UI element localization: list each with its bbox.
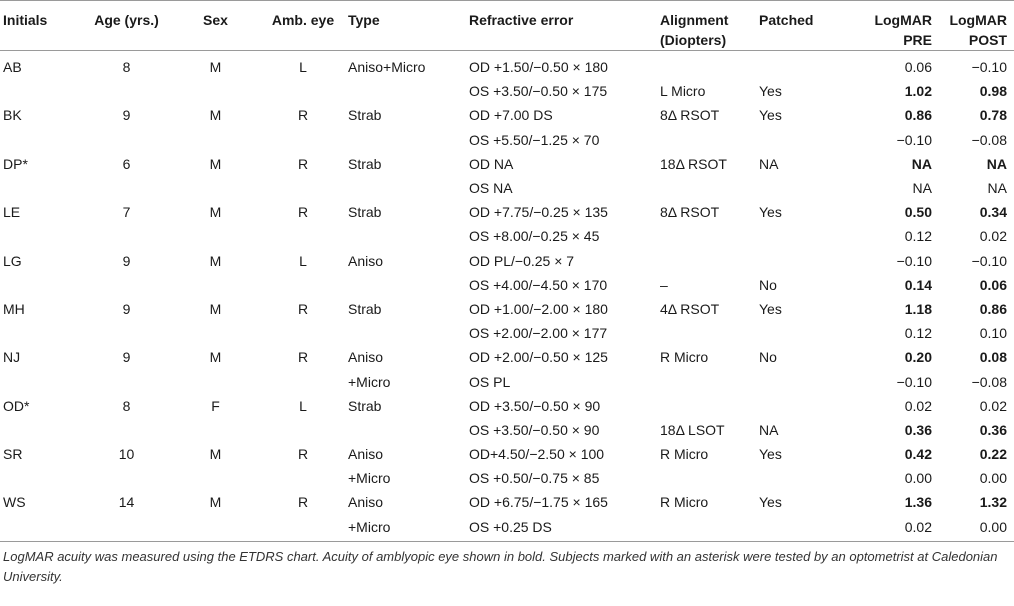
table-row [0, 297, 1014, 321]
header-post-line2: POST [968, 32, 1007, 48]
cell-type: Strab [348, 204, 382, 221]
cell-alignment [660, 176, 759, 200]
cell-patched [759, 466, 844, 490]
cell-age [80, 466, 173, 490]
cell-sex: M [209, 446, 222, 463]
cell-logmar-pre: 0.50 [904, 204, 932, 221]
cell-initials: OD* [3, 397, 30, 414]
header-post-line1: LogMAR [949, 12, 1007, 28]
cell-alignment [660, 51, 759, 80]
cell-refractive-error: OD NA [469, 155, 514, 172]
cell-logmar-post: 0.02 [979, 228, 1007, 245]
table-row [0, 224, 1014, 248]
cell-alignment: R Micro [660, 494, 709, 511]
cell-logmar-pre: NA [912, 180, 932, 197]
table-row [0, 152, 1014, 176]
table-row [0, 79, 1014, 103]
cell-logmar-post: 0.98 [979, 83, 1007, 100]
cell-age [80, 224, 173, 248]
cell-logmar-post: 0.08 [979, 349, 1007, 366]
cell-alignment: 18Δ LSOT [660, 421, 725, 438]
cell-sex: F [211, 397, 220, 414]
cell-sex [173, 466, 258, 490]
cell-patched [759, 249, 844, 273]
cell-age [80, 321, 173, 345]
table-row [0, 51, 1014, 80]
cell-patched [759, 321, 844, 345]
cell-refractive-error: OS +3.50/−0.50 × 90 [469, 421, 600, 438]
cell-logmar-post: −0.08 [971, 373, 1007, 390]
cell-type [348, 128, 469, 152]
cell-refractive-error: OS +8.00/−0.25 × 45 [469, 228, 600, 245]
table-row [0, 515, 1014, 542]
cell-type: Aniso+Micro [348, 59, 426, 76]
header-alignment [660, 1, 759, 51]
cell-sex: M [209, 252, 222, 269]
cell-sex [173, 79, 258, 103]
cell-amb-eye [258, 79, 348, 103]
cell-logmar-post: 0.22 [979, 446, 1007, 463]
table-row [0, 200, 1014, 224]
cell-alignment [660, 224, 759, 248]
cell-age [80, 128, 173, 152]
cell-initials [0, 466, 80, 490]
cell-alignment: 8Δ RSOT [660, 204, 720, 221]
cell-sex [173, 369, 258, 393]
cell-age [80, 273, 173, 297]
cell-age [80, 418, 173, 442]
cell-sex: M [209, 204, 222, 221]
cell-alignment: 8Δ RSOT [660, 107, 720, 124]
cell-sex: M [209, 349, 222, 366]
cell-refractive-error: OD +2.00/−0.50 × 125 [469, 349, 608, 366]
cell-sex: M [209, 107, 222, 124]
cell-logmar-pre: 0.86 [904, 107, 932, 124]
cell-logmar-post: 1.32 [979, 494, 1007, 511]
cell-amb-eye: R [297, 446, 309, 463]
cell-logmar-pre: −0.10 [896, 252, 932, 269]
cell-logmar-post: 0.86 [979, 300, 1007, 317]
cell-refractive-error: OD +1.00/−2.00 × 180 [469, 300, 608, 317]
cell-age [80, 369, 173, 393]
cell-logmar-post: 0.06 [979, 276, 1007, 293]
cell-type [348, 176, 469, 200]
cell-logmar-post: −0.10 [971, 252, 1007, 269]
cell-logmar-pre: 0.12 [904, 228, 932, 245]
cell-alignment [660, 249, 759, 273]
cell-refractive-error: OD +3.50/−0.50 × 90 [469, 397, 601, 414]
cell-alignment [660, 394, 759, 418]
cell-patched: Yes [759, 300, 782, 317]
cell-initials [0, 176, 80, 200]
cell-alignment [660, 515, 759, 542]
cell-patched [759, 51, 844, 80]
cell-initials: BK [3, 107, 22, 124]
cell-amb-eye [258, 321, 348, 345]
cell-type: Aniso [348, 446, 384, 463]
cell-type: Aniso [348, 252, 384, 269]
cell-sex [173, 176, 258, 200]
cell-age: 9 [122, 300, 131, 317]
cell-type: +Micro [348, 373, 391, 390]
cell-initials: MH [3, 300, 25, 317]
cell-initials: LG [3, 252, 22, 269]
table-row [0, 273, 1014, 297]
cell-age [80, 176, 173, 200]
table-row [0, 369, 1014, 393]
cell-amb-eye: L [299, 59, 307, 76]
header-type: Type [348, 12, 380, 28]
cell-refractive-error: OS +4.00/−4.50 × 170 [469, 276, 608, 293]
cell-alignment: R Micro [660, 446, 709, 463]
table-row [0, 418, 1014, 442]
cell-alignment: L Micro [660, 83, 706, 100]
table-row [0, 249, 1014, 273]
cell-patched: Yes [759, 83, 782, 100]
cell-logmar-pre: 0.42 [904, 446, 932, 463]
header-age: Age (yrs.) [94, 12, 159, 28]
cell-age: 14 [118, 494, 135, 511]
table-header [0, 1, 1014, 51]
cell-initials: DP* [3, 155, 28, 172]
cell-initials: NJ [3, 349, 21, 366]
cell-initials: LE [3, 204, 21, 221]
cell-sex: M [209, 155, 222, 172]
cell-refractive-error: OD+4.50/−2.50 × 100 [469, 446, 605, 463]
cell-initials [0, 273, 80, 297]
table-row [0, 103, 1014, 127]
cell-patched [759, 224, 844, 248]
header-pre-line1: LogMAR [874, 12, 932, 28]
cell-logmar-pre: 0.00 [904, 470, 932, 487]
header-row [0, 1, 1014, 51]
header-logmar-post [932, 1, 1014, 51]
cell-refractive-error: OD +7.75/−0.25 × 135 [469, 204, 608, 221]
cell-age: 7 [122, 204, 131, 221]
cell-refractive-error: OD +1.50/−0.50 × 180 [469, 59, 608, 76]
cell-logmar-pre: −0.10 [896, 131, 932, 148]
header-pre-line2: PRE [903, 32, 932, 48]
cell-refractive-error: OS +5.50/−1.25 × 70 [469, 131, 600, 148]
header-logmar-pre [844, 1, 932, 51]
cell-refractive-error: OS NA [469, 180, 513, 197]
cell-age: 8 [122, 397, 131, 414]
cell-logmar-pre: 0.12 [904, 325, 932, 342]
cell-logmar-pre: 0.02 [904, 397, 932, 414]
cell-alignment: 18Δ RSOT [660, 155, 727, 172]
cell-type [348, 224, 469, 248]
cell-alignment [660, 128, 759, 152]
cell-sex: M [209, 59, 222, 76]
cell-alignment [660, 321, 759, 345]
header-alignment-line1: Alignment [660, 12, 729, 28]
cell-logmar-post: 0.02 [979, 397, 1007, 414]
cell-alignment [660, 466, 759, 490]
header-patched: Patched [759, 12, 814, 28]
cell-sex: M [209, 494, 222, 511]
header-refractive-error: Refractive error [469, 12, 574, 28]
header-sex: Sex [203, 12, 228, 28]
cell-patched [759, 394, 844, 418]
header-alignment-line2: (Diopters) [660, 32, 727, 48]
cell-age [80, 79, 173, 103]
cell-amb-eye [258, 369, 348, 393]
table-row [0, 345, 1014, 369]
cell-alignment [660, 369, 759, 393]
cell-sex [173, 418, 258, 442]
cell-alignment: 4Δ RSOT [660, 300, 720, 317]
cell-logmar-post: −0.10 [971, 59, 1007, 76]
table-row [0, 321, 1014, 345]
cell-amb-eye [258, 273, 348, 297]
cell-logmar-pre: 0.02 [904, 518, 932, 535]
cell-refractive-error: OS +3.50/−0.50 × 175 [469, 83, 608, 100]
cell-amb-eye: R [297, 300, 309, 317]
cell-type [348, 321, 469, 345]
cell-patched: Yes [759, 107, 782, 124]
cell-amb-eye [258, 224, 348, 248]
cell-initials [0, 79, 80, 103]
cell-amb-eye: L [299, 252, 307, 269]
cell-age: 6 [122, 155, 131, 172]
cell-age: 9 [122, 107, 131, 124]
cell-amb-eye: R [297, 349, 309, 366]
cell-type: Aniso [348, 494, 384, 511]
cell-sex [173, 128, 258, 152]
cell-amb-eye [258, 418, 348, 442]
cell-initials [0, 321, 80, 345]
cell-age [80, 515, 173, 542]
cell-refractive-error: OS +0.25 DS [469, 518, 552, 535]
cell-type: Strab [348, 107, 382, 124]
table-row [0, 394, 1014, 418]
cell-amb-eye [258, 515, 348, 542]
cell-type [348, 273, 469, 297]
cell-logmar-post: 0.36 [979, 421, 1007, 438]
cell-initials [0, 224, 80, 248]
cell-initials [0, 515, 80, 542]
cell-patched [759, 128, 844, 152]
cell-initials: AB [3, 59, 22, 76]
table-row [0, 442, 1014, 466]
cell-logmar-post: NA [986, 155, 1007, 172]
cell-amb-eye: R [297, 494, 309, 511]
cell-age: 9 [122, 349, 131, 366]
cell-patched: No [759, 276, 777, 293]
cell-patched: NA [759, 421, 779, 438]
cell-amb-eye: R [297, 155, 309, 172]
table-body [0, 51, 1014, 542]
cell-logmar-pre: 0.36 [904, 421, 932, 438]
cell-age: 9 [122, 252, 131, 269]
cell-sex [173, 224, 258, 248]
cell-sex [173, 515, 258, 542]
cell-logmar-pre: 1.02 [904, 83, 932, 100]
cell-refractive-error: OS PL [469, 373, 511, 390]
header-amb-eye: Amb. eye [271, 12, 335, 28]
cell-initials: WS [3, 494, 26, 511]
cell-type [348, 418, 469, 442]
cell-refractive-error: OD PL/−0.25 × 7 [469, 252, 575, 269]
cell-logmar-post: 0.00 [979, 518, 1007, 535]
cell-logmar-pre: 0.20 [904, 349, 932, 366]
cell-type [348, 79, 469, 103]
cell-initials [0, 369, 80, 393]
cell-logmar-pre: 1.36 [904, 494, 932, 511]
cell-logmar-post: 0.78 [979, 107, 1007, 124]
cell-logmar-pre: NA [911, 155, 932, 172]
cell-patched: NA [759, 155, 779, 172]
cell-patched: Yes [759, 494, 782, 511]
cell-logmar-pre: −0.10 [896, 373, 932, 390]
cell-patched [759, 176, 844, 200]
cell-initials [0, 418, 80, 442]
cell-refractive-error: OD +7.00 DS [469, 107, 553, 124]
table-row [0, 466, 1014, 490]
cell-type: +Micro [348, 470, 391, 487]
cell-type: +Micro [348, 518, 391, 535]
cell-logmar-post: 0.00 [979, 470, 1007, 487]
cell-type: Aniso [348, 349, 384, 366]
cell-type: Strab [348, 155, 382, 172]
cell-logmar-post: 0.34 [979, 204, 1007, 221]
cell-amb-eye [258, 176, 348, 200]
header-initials: Initials [3, 12, 48, 28]
cell-amb-eye: R [297, 204, 309, 221]
cell-alignment: R Micro [660, 349, 709, 366]
cell-patched: No [759, 349, 777, 366]
cell-logmar-pre: 0.14 [904, 276, 932, 293]
cell-logmar-post: 0.10 [979, 325, 1007, 342]
cell-amb-eye: R [297, 107, 309, 124]
cell-age: 10 [118, 446, 135, 463]
cell-logmar-pre: 1.18 [904, 300, 932, 317]
cell-patched [759, 369, 844, 393]
table-row [0, 490, 1014, 514]
cell-amb-eye [258, 466, 348, 490]
cell-refractive-error: OD +6.75/−1.75 × 165 [469, 494, 608, 511]
cell-initials: SR [3, 446, 23, 463]
cell-refractive-error: OS +0.50/−0.75 × 85 [469, 470, 600, 487]
cell-refractive-error: OS +2.00/−2.00 × 177 [469, 325, 608, 342]
cell-sex [173, 321, 258, 345]
cell-logmar-post: −0.08 [971, 131, 1007, 148]
cell-patched: Yes [759, 446, 782, 463]
cell-patched: Yes [759, 204, 782, 221]
cell-sex: M [209, 300, 222, 317]
cell-type: Strab [348, 397, 382, 414]
table-row [0, 128, 1014, 152]
cell-amb-eye: L [299, 397, 307, 414]
cell-logmar-pre: 0.06 [904, 59, 932, 76]
cell-patched [759, 515, 844, 542]
cell-sex [173, 273, 258, 297]
table-footnote: LogMAR acuity was measured using the ETDRS chart. Acuity of amblyopic eye shown in bold. Subjects marked with an asterisk were tested by an optometrist at Caledonian University. [3, 548, 998, 584]
table-row [0, 176, 1014, 200]
cell-type: Strab [348, 300, 382, 317]
cell-amb-eye [258, 128, 348, 152]
cell-initials [0, 128, 80, 152]
cell-logmar-post: NA [987, 180, 1007, 197]
cell-alignment: – [660, 276, 668, 293]
cell-age: 8 [122, 59, 131, 76]
